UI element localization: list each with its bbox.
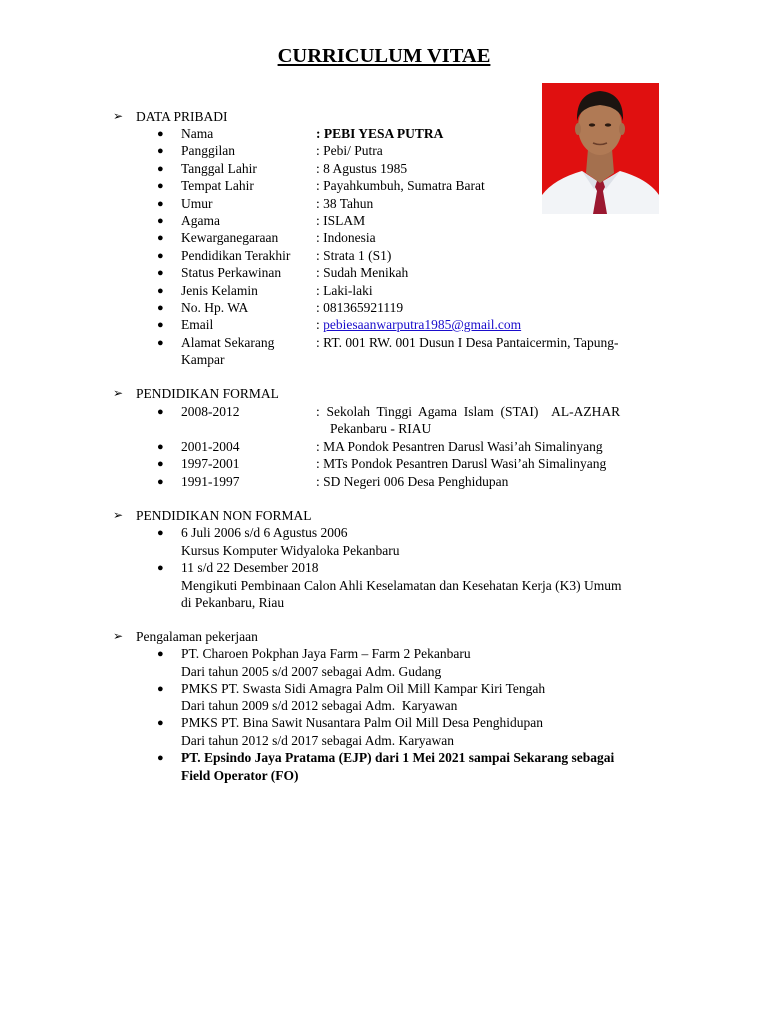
job-period: Dari tahun 2009 s/d 2012 sebagai Adm. Karyawan bbox=[181, 698, 458, 713]
bullet-icon: ● bbox=[157, 267, 164, 279]
bullet-icon: ● bbox=[157, 163, 164, 175]
field-value: : ISLAM bbox=[316, 213, 366, 228]
job-period: Dari tahun 2005 s/d 2007 sebagai Adm. Gudang bbox=[181, 664, 442, 679]
course-description: Kursus Komputer Widyaloka Pekanbaru bbox=[181, 543, 400, 558]
section-heading-pendidikan-non-formal: PENDIDIKAN NON FORMAL bbox=[136, 508, 312, 523]
bullet-icon: ● bbox=[157, 128, 164, 140]
field-label: Email bbox=[181, 317, 214, 332]
bullet-icon: ● bbox=[157, 406, 164, 418]
field-value: : Strata 1 (S1) bbox=[316, 248, 392, 263]
bullet-icon: ● bbox=[157, 458, 164, 470]
field-label: Tanggal Lahir bbox=[181, 161, 257, 176]
arrow-bullet-icon: ➢ bbox=[113, 629, 124, 643]
bullet-icon: ● bbox=[157, 683, 164, 695]
bullet-icon: ● bbox=[157, 752, 164, 764]
bullet-icon: ● bbox=[157, 648, 164, 660]
job-position-current: Field Operator (FO) bbox=[181, 768, 299, 783]
field-label: Alamat Sekarang bbox=[181, 335, 275, 350]
field-value: : 8 Agustus 1985 bbox=[316, 161, 408, 176]
bullet-icon: ● bbox=[157, 145, 164, 157]
course-date: 11 s/d 22 Desember 2018 bbox=[181, 560, 319, 575]
education-year: 2001-2004 bbox=[181, 439, 240, 454]
education-school: : MA Pondok Pesantren Darusl Wasi’ah Simalinyang bbox=[316, 439, 603, 454]
field-value: : 38 Tahun bbox=[316, 196, 374, 211]
bullet-icon: ● bbox=[157, 527, 164, 539]
field-label: Panggilan bbox=[181, 143, 235, 158]
field-value-email bbox=[316, 316, 521, 333]
course-description: Mengikuti Pembinaan Calon Ahli Keselamatan dan Kesehatan Kerja (K3) Umum bbox=[181, 578, 622, 593]
job-company: PMKS PT. Bina Sawit Nusantara Palm Oil Mill Desa Penghidupan bbox=[181, 715, 543, 730]
field-label: Status Perkawinan bbox=[181, 265, 282, 280]
profile-photo bbox=[542, 83, 659, 214]
course-date: 6 Juli 2006 s/d 6 Agustus 2006 bbox=[181, 525, 348, 540]
education-school: : MTs Pondok Pesantren Darusl Wasi’ah Simalinyang bbox=[316, 456, 607, 471]
education-school: : Sekolah Tinggi Agama Islam (STAI) AL-AZHAR bbox=[316, 404, 621, 419]
bullet-icon: ● bbox=[157, 562, 164, 574]
field-value: : Indonesia bbox=[316, 230, 376, 245]
bullet-icon: ● bbox=[157, 441, 164, 453]
field-label: Tempat Lahir bbox=[181, 178, 254, 193]
field-value-address-continuation: Kampar bbox=[181, 352, 225, 367]
section-heading-data-pribadi: DATA PRIBADI bbox=[136, 109, 228, 124]
bullet-icon: ● bbox=[157, 319, 164, 331]
page-title: CURRICULUM VITAE bbox=[277, 45, 491, 67]
field-value: : Payahkumbuh, Sumatra Barat bbox=[316, 178, 485, 193]
arrow-bullet-icon: ➢ bbox=[113, 508, 124, 522]
bullet-icon: ● bbox=[157, 717, 164, 729]
field-value-phone: : 081365921119 bbox=[316, 300, 404, 315]
bullet-icon: ● bbox=[157, 250, 164, 262]
field-value: : Laki-laki bbox=[316, 283, 373, 298]
field-label: Jenis Kelamin bbox=[181, 283, 258, 298]
bullet-icon: ● bbox=[157, 198, 164, 210]
bullet-icon: ● bbox=[157, 302, 164, 314]
job-company: PMKS PT. Swasta Sidi Amagra Palm Oil Mill Kampar Kiri Tengah bbox=[181, 681, 546, 696]
section-heading-pendidikan-formal: PENDIDIKAN FORMAL bbox=[136, 386, 279, 401]
field-value: : Sudah Menikah bbox=[316, 265, 409, 280]
education-year: 2008-2012 bbox=[181, 404, 240, 419]
education-year: 1997-2001 bbox=[181, 456, 240, 471]
arrow-bullet-icon: ➢ bbox=[113, 109, 124, 123]
bullet-icon: ● bbox=[157, 337, 164, 349]
bullet-icon: ● bbox=[157, 476, 164, 488]
bullet-icon: ● bbox=[157, 285, 164, 297]
field-value-address: : RT. 001 RW. 001 Dusun I Desa Pantaicermin, Tapung- bbox=[316, 335, 619, 350]
section-heading-pengalaman: Pengalaman pekerjaan bbox=[136, 629, 258, 644]
job-period: Dari tahun 2012 s/d 2017 sebagai Adm. Karyawan bbox=[181, 733, 454, 748]
email-prefix: : bbox=[316, 317, 324, 332]
bullet-icon: ● bbox=[157, 215, 164, 227]
job-company-current: PT. Epsindo Jaya Pratama (EJP) dari 1 Mei 2021 sampai Sekarang sebagai bbox=[181, 750, 615, 765]
field-value-nama: : PEBI YESA PUTRA bbox=[316, 126, 444, 141]
field-label: Nama bbox=[181, 126, 214, 141]
field-label: Umur bbox=[181, 196, 213, 211]
field-label: Kewarganegaraan bbox=[181, 230, 279, 245]
job-company: PT. Charoen Pokphan Jaya Farm – Farm 2 Pekanbaru bbox=[181, 646, 471, 661]
bullet-icon: ● bbox=[157, 232, 164, 244]
course-description-continuation: di Pekanbaru, Riau bbox=[181, 595, 285, 610]
email-link[interactable]: pebiesaanwarputra1985@gmail.com bbox=[323, 317, 522, 332]
field-label: Pendidikan Terakhir bbox=[181, 248, 291, 263]
field-label: No. Hp. WA bbox=[181, 300, 249, 315]
bullet-icon: ● bbox=[157, 180, 164, 192]
education-year: 1991-1997 bbox=[181, 474, 240, 489]
education-school-continuation: Pekanbaru - RIAU bbox=[330, 421, 432, 436]
arrow-bullet-icon: ➢ bbox=[113, 386, 124, 400]
field-label: Agama bbox=[181, 213, 220, 228]
education-school: : SD Negeri 006 Desa Penghidupan bbox=[316, 474, 509, 489]
field-value: : Pebi/ Putra bbox=[316, 143, 383, 158]
